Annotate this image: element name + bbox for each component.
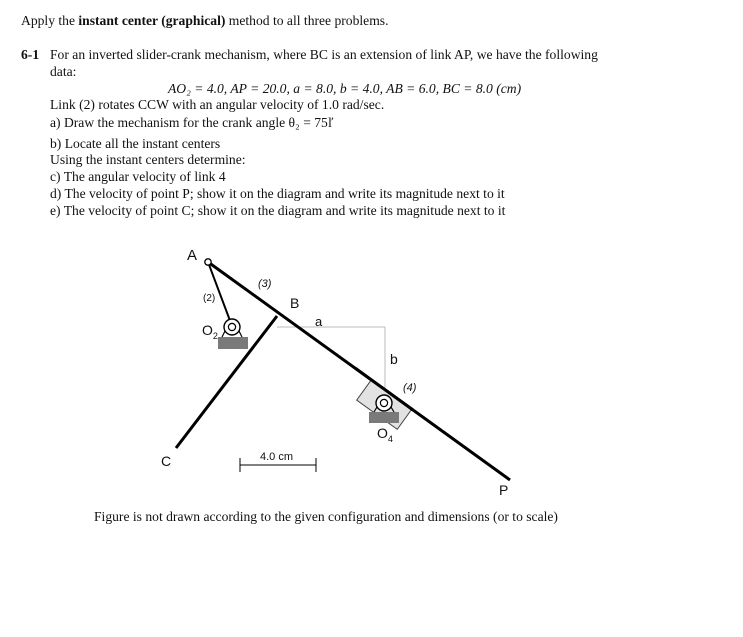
- label-A: A: [187, 247, 198, 264]
- figure-caption: Figure is not drawn according to the given configuration and dimensions (or to scale): [94, 509, 558, 524]
- label-link-2: (2): [203, 293, 216, 304]
- intro-text-after: method to all three problems.: [225, 13, 389, 28]
- problem-statement-line2: data:: [50, 64, 77, 79]
- label-C: C: [161, 453, 172, 469]
- ground-pivot-O2: [218, 319, 248, 349]
- label-O2: $O_2$: [202, 322, 218, 341]
- intro-method-name: instant center (graphical): [78, 13, 226, 28]
- problem-item-e: e) The velocity of point C; show it on the diagram and write its magnitude next to it: [50, 203, 506, 218]
- problem-link-line: Link (2) rotates CCW with an angular velocity of 1.0 rad/sec.: [50, 97, 385, 112]
- label-link-3: (3): [258, 278, 272, 290]
- problem-statement-line1: For an inverted slider-crank mechanism, where BC is an extension of link AP, we have the following: [50, 47, 598, 62]
- intro-text-before: Apply the: [21, 13, 79, 28]
- label-P: P: [499, 482, 509, 498]
- problem-number: 6-1: [21, 47, 40, 62]
- problem-item-b: b) Locate all the instant centers: [50, 136, 221, 151]
- problem-using-line: Using the instant centers determine:: [50, 152, 246, 167]
- problem-item-a: a) Draw the mechanism for the crank angle θ₂ = 75ľ: [50, 115, 334, 130]
- joint-A: [205, 259, 211, 265]
- problem-item-c: c) The angular velocity of link 4: [50, 169, 226, 184]
- label-O4: $O_4$: [377, 425, 393, 444]
- label-B: B: [290, 295, 300, 311]
- label-link-4: (4): [403, 382, 417, 394]
- problem-item-d: d) The velocity of point P; show it on the diagram and write its magnitude next to it: [50, 186, 505, 201]
- label-b: b: [390, 351, 398, 367]
- scale-label: 4.0 cm: [260, 451, 294, 463]
- link-extension-BC: [176, 316, 277, 448]
- label-a: a: [315, 314, 323, 329]
- problem-data-line: AO₂ = 4.0, AP = 20.0, a = 8.0, b = 4.0, AB = 6.0, BC = 8.0 (cm): [168, 81, 522, 96]
